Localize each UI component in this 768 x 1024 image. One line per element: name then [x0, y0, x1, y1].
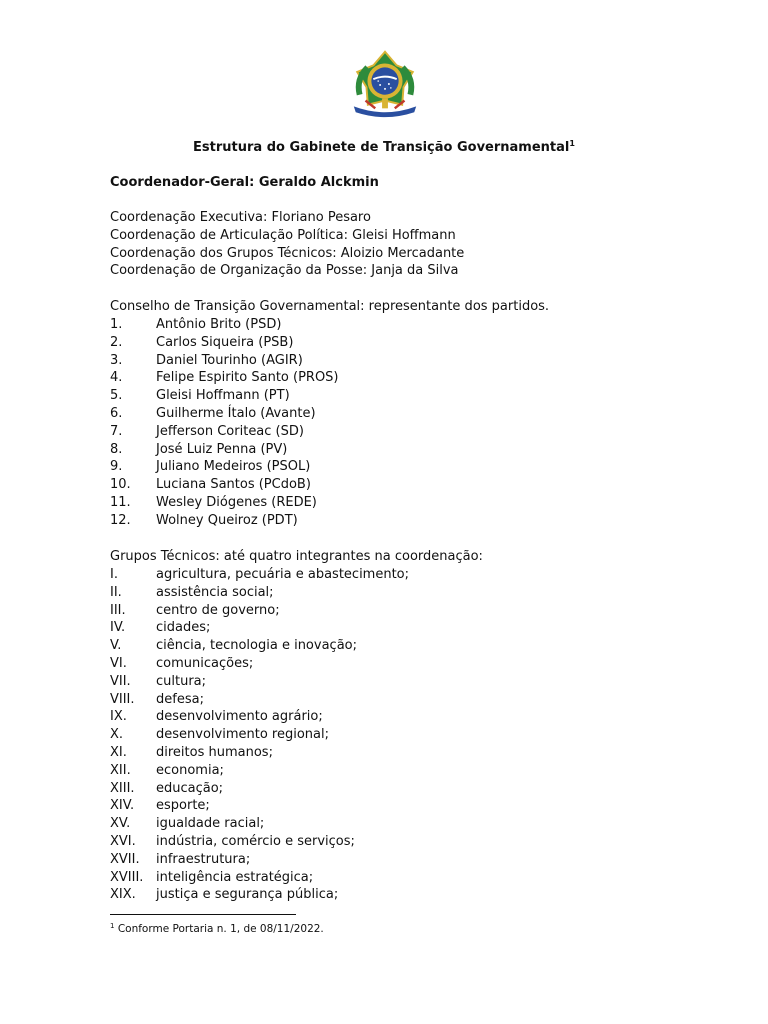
- item-text: esporte;: [156, 798, 210, 814]
- item-text: Antônio Brito (PSD): [156, 317, 282, 332]
- item-text: justiça e segurança pública;: [156, 887, 339, 903]
- item-number: VIII.: [110, 691, 135, 707]
- item-number: XVIII.: [110, 869, 144, 885]
- coordinations-list: [110, 209, 464, 280]
- item-text: Wesley Diógenes (REDE): [156, 494, 317, 510]
- item-number: II.: [110, 584, 122, 600]
- item-number: III.: [110, 602, 126, 618]
- item-number: IV.: [110, 620, 126, 636]
- title-footnote-ref: 1: [569, 139, 575, 148]
- item-text: cidades;: [156, 620, 211, 636]
- item-text: José Luiz Penna (PV): [156, 441, 288, 457]
- item-text: agricultura, pecuária e abastecimento;: [156, 567, 410, 582]
- item-number: XVII.: [110, 851, 140, 867]
- footnote: [110, 922, 324, 935]
- item-number: 6.: [110, 405, 123, 421]
- item-number: VI.: [110, 655, 127, 671]
- coordinator-general-text: Coordenador-Geral: Geraldo Alckmin: [110, 175, 379, 190]
- item-number: 9.: [110, 459, 123, 475]
- item-number: VII.: [110, 673, 131, 689]
- item-text: Carlos Siqueira (PSB): [156, 334, 294, 350]
- item-text: Felipe Espirito Santo (PROS): [156, 370, 339, 386]
- item-number: XIII.: [110, 780, 135, 796]
- coat-of-arms-brazil-icon: [346, 44, 424, 122]
- footnote-text: Conforme Portaria n. 1, de 08/11/2022.: [117, 923, 324, 935]
- item-text: Juliano Medeiros (PSOL): [156, 459, 311, 475]
- item-text: indústria, comércio e serviços;: [156, 833, 355, 849]
- item-number: XVI.: [110, 833, 136, 849]
- item-number: 7.: [110, 423, 123, 439]
- item-text: desenvolvimento agrário;: [156, 709, 323, 725]
- item-number: 4.: [110, 370, 123, 386]
- item-text: Daniel Tourinho (AGIR): [156, 352, 303, 368]
- item-number: IX.: [110, 709, 127, 725]
- item-text: educação;: [156, 780, 224, 796]
- item-number: 2.: [110, 334, 123, 350]
- council-heading: [110, 298, 549, 316]
- item-number: X.: [110, 727, 124, 743]
- item-text: inteligência estratégica;: [156, 869, 314, 885]
- document-title: [0, 139, 768, 155]
- council-heading-text: Conselho de Transição Governamental: representante dos partidos.: [110, 299, 550, 314]
- item-number: I.: [110, 567, 118, 582]
- item-number: 1.: [110, 317, 123, 332]
- item-text: direitos humanos;: [156, 744, 273, 760]
- item-text: centro de governo;: [156, 602, 280, 618]
- item-number: 11.: [110, 494, 131, 510]
- item-text: igualdade racial;: [156, 816, 265, 832]
- footnote-mark: 1: [110, 922, 115, 930]
- item-number: XIX.: [110, 887, 136, 903]
- groups-heading: [110, 548, 483, 566]
- item-number: XV.: [110, 816, 131, 832]
- item-number: XI.: [110, 744, 127, 760]
- item-text: ciência, tecnologia e inovação;: [156, 638, 357, 654]
- item-text: Jefferson Coriteac (SD): [156, 423, 304, 439]
- groups-heading-text: Grupos Técnicos: até quatro integrantes na coordenação:: [110, 549, 483, 564]
- item-number: 10.: [110, 477, 131, 493]
- coordinator-general: [110, 174, 379, 192]
- item-text: cultura;: [156, 673, 207, 689]
- item-text: Guilherme Ítalo (Avante): [156, 405, 316, 421]
- item-text: Wolney Queiroz (PDT): [156, 512, 298, 528]
- coordination-line: Coordenação de Articulação Política: Gleisi Hoffmann: [110, 227, 456, 243]
- item-number: 12.: [110, 512, 131, 528]
- coordination-line: Coordenação dos Grupos Técnicos: Aloizio Mercadante: [110, 245, 465, 261]
- item-text: Luciana Santos (PCdoB): [156, 477, 311, 493]
- item-text: economia;: [156, 762, 224, 778]
- item-text: desenvolvimento regional;: [156, 727, 329, 743]
- item-number: 3.: [110, 352, 123, 368]
- footnote-divider: [110, 914, 296, 915]
- item-number: 5.: [110, 388, 123, 404]
- coordination-line: Coordenação de Organização da Posse: Janja da Silva: [110, 263, 459, 279]
- item-text: comunicações;: [156, 655, 254, 671]
- item-number: XII.: [110, 762, 131, 778]
- item-text: assistência social;: [156, 584, 274, 600]
- item-number: 8.: [110, 441, 123, 457]
- item-number: XIV.: [110, 798, 135, 814]
- item-text: infraestrutura;: [156, 851, 251, 867]
- coordination-line: Coordenação Executiva: Floriano Pesaro: [110, 210, 371, 225]
- item-number: V.: [110, 638, 122, 654]
- item-text: defesa;: [156, 691, 204, 707]
- item-text: Gleisi Hoffmann (PT): [156, 388, 290, 404]
- title-text: Estrutura do Gabinete de Transição Governamental: [193, 140, 570, 155]
